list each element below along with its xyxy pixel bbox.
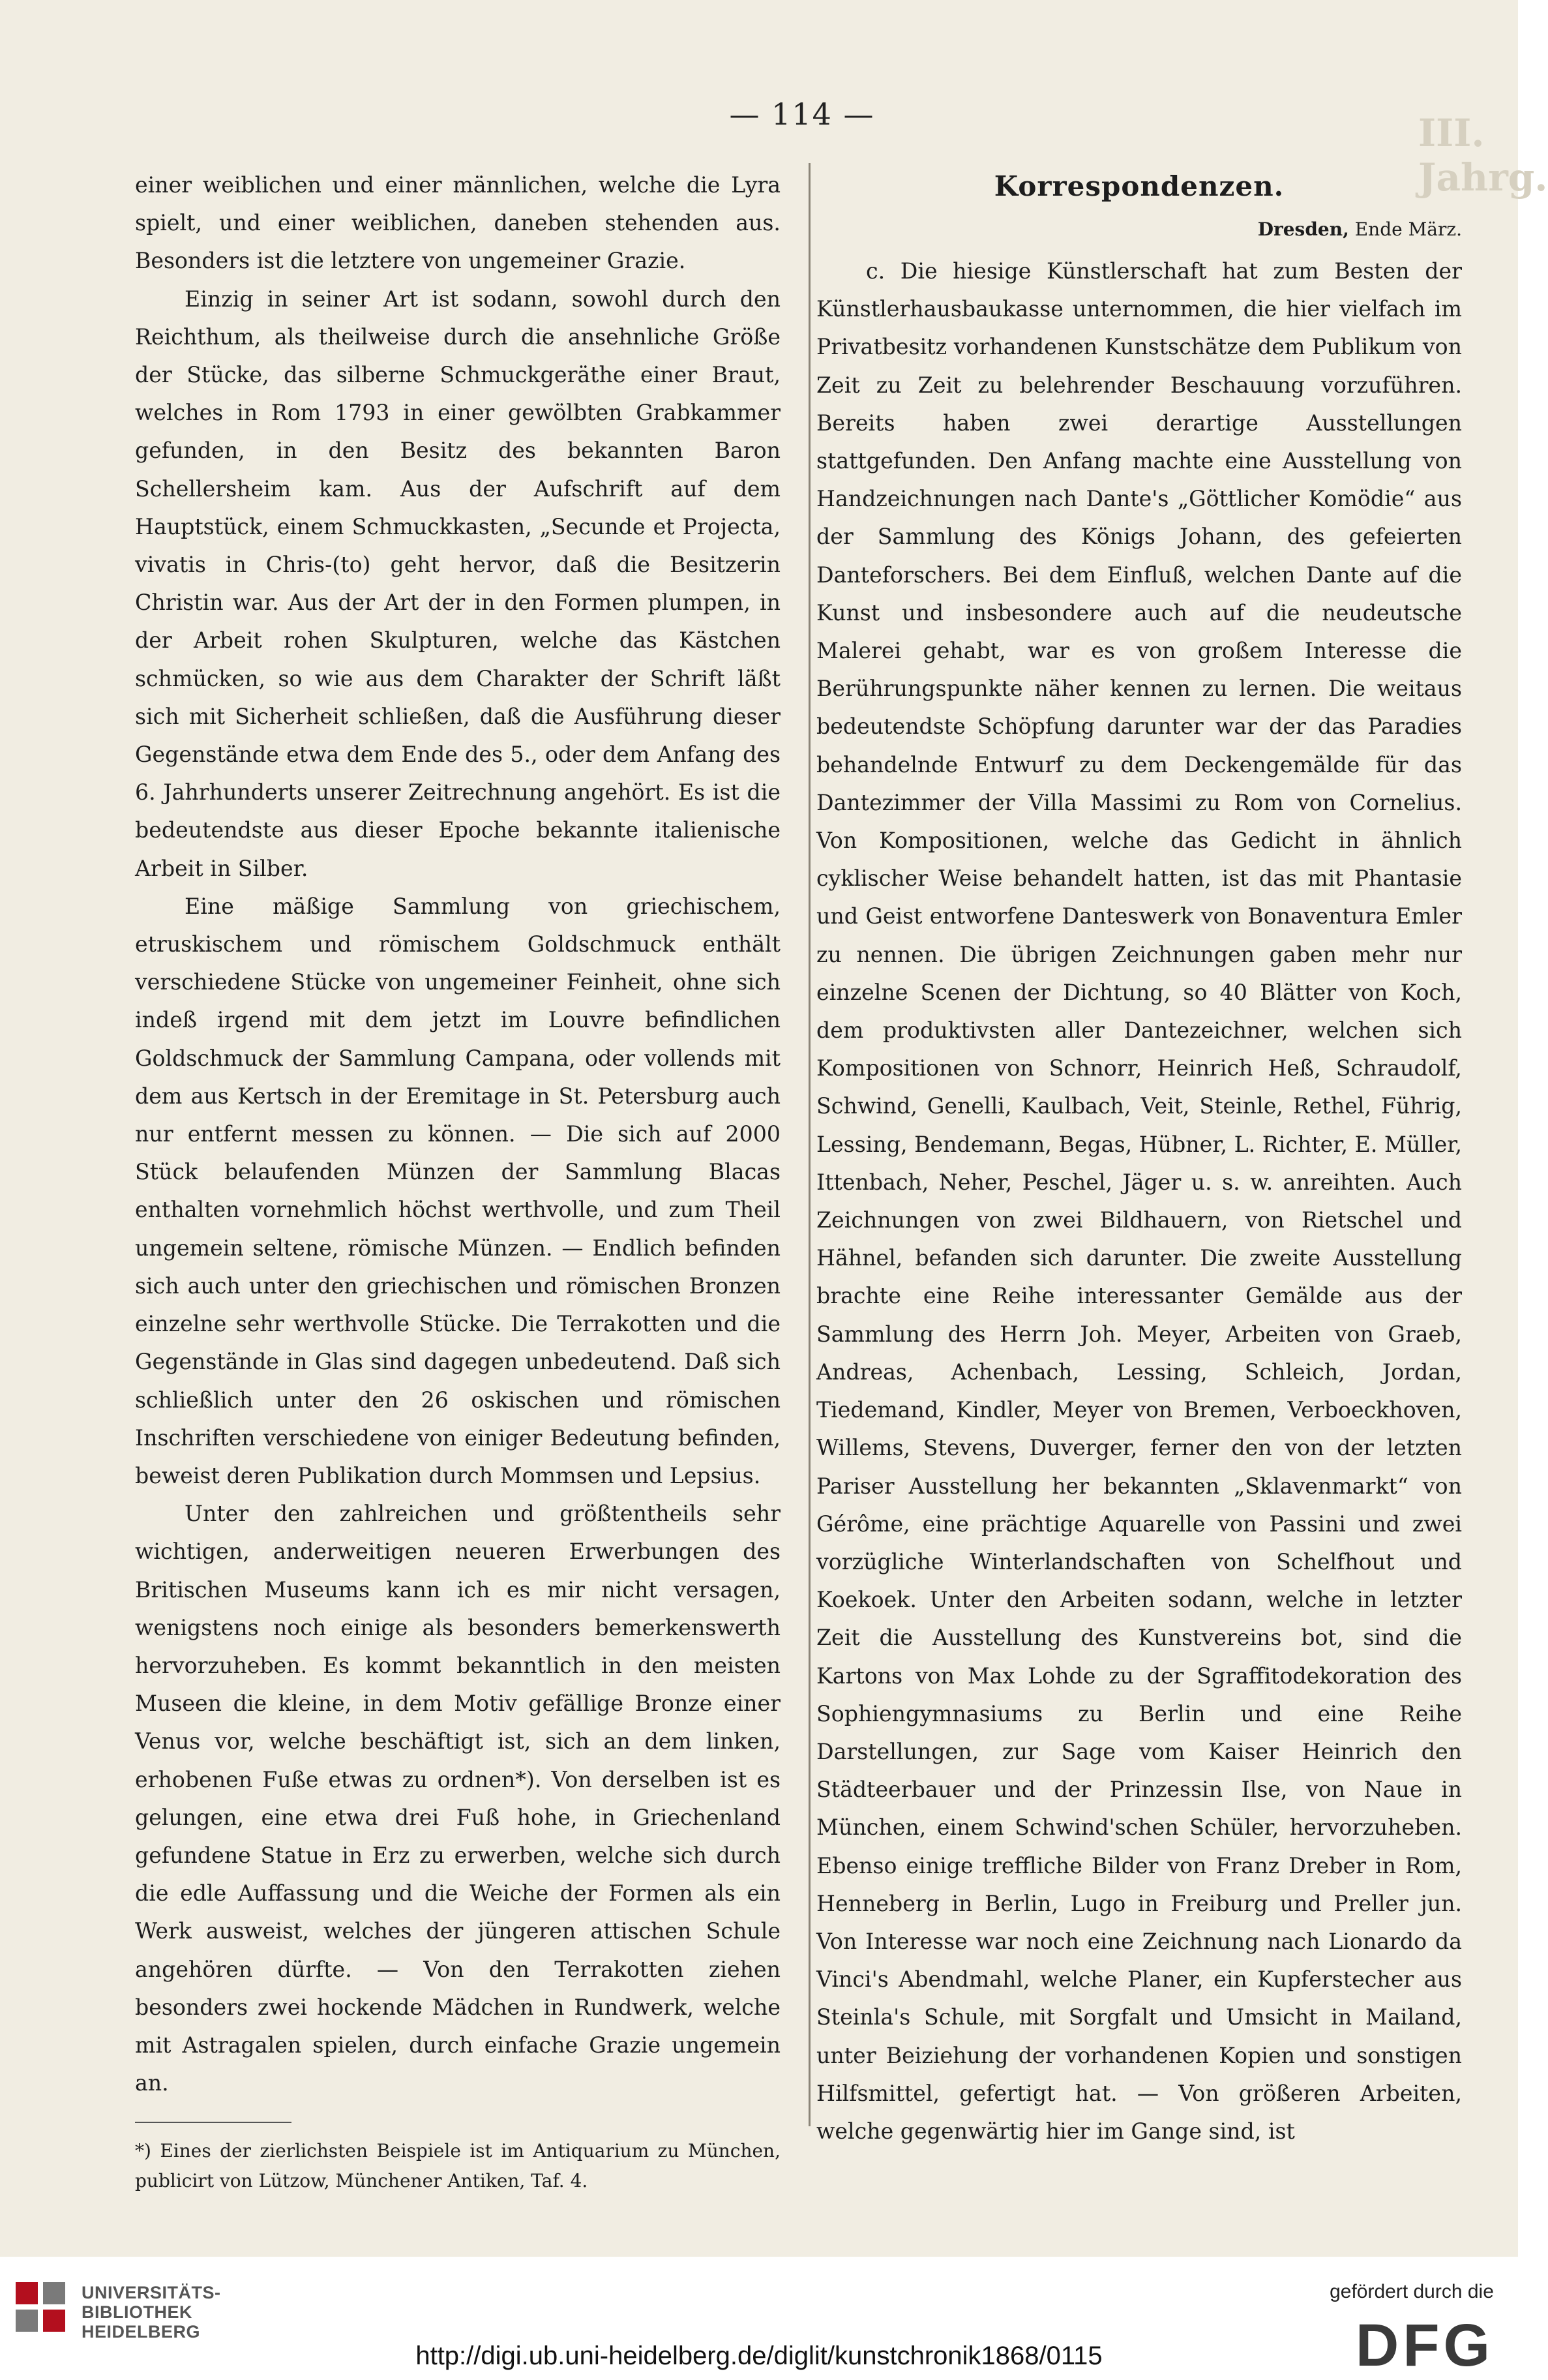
footnote: *) Eines der zierlichsten Beispiele ist im Antiquarium zu München, publicirt von Lützow, Münchener Antiken, Taf. 4. xyxy=(135,2140,781,2192)
permalink-url[interactable]: http://digi.ub.uni-heidelberg.de/diglit/kunstchronik1868/0115 xyxy=(415,2342,1103,2370)
right-paragraph: c. Die hiesige Künstlerschaft hat zum Besten der Künstlerhausbaukasse unternommen, die hier vielfach im Privatbesitz vorhandenen Kunstschätze dem Publikum von Zeit zu Zeit zu belehrender Beschauung vorzuführen. Bereits haben zwei derartige Ausstellungen stattgefunden. Den Anfang machte eine Ausstellung von Handzeichnungen nach Dante's „Göttlicher Komödie“ aus der Sammlung des Königs Johann, des gefeierten Danteforschers. Bei dem Einfluß, welchen Dante auf die Kunst und insbesondere auch auf die neudeutsche Malerei gehabt, war es von großem Interesse die Berührungspunkte näher kennen zu lernen. Die weitaus bedeutendste Schöpfung darunter war der das Paradies behandelnde Entwurf zu dem Deckengemälde für das Dantezimmer der Villa Massimi zu Rom von Cornelius. Von Kompositionen, welche das Gedicht in ähnlich cyklischer Weise behandelt hatten, ist das mit Phantasie und Geist entworfene Danteswerk von Bonaventura Emler zu nennen. Die übrigen Zeichnungen gaben mehr nur einzelne Scenen der Dichtung, so 40 Blätter von Koch, dem produktivsten aller Dantezeichner, welchen sich Kompositionen von Schnorr, Heinrich Heß, Schraudolf, Schwind, Genelli, Kaulbach, Veit, Steinle, Rethel, Führig, Lessing, Bendemann, Begas, Hübner, L. Richter, E. Müller, Ittenbach, Neher, Peschel, Jäger u. s. w. anreihten. Auch Zeichnungen von zwei Bildhauern, von Rietschel und Hähnel, befanden sich darunter. Die zweite Ausstellung brachte eine Reihe interessanter Gemälde aus der Sammlung des Herrn Joh. Meyer, Arbeiten von Graeb, Andreas, Achenbach, Lessing, Schleich, Jordan, Tiedemand, Kindler, Meyer von Bremen, Verboeckhoven, Willems, Stevens, Duverger, ferner den von der letzten Pariser Ausstellung her bekannten „Sklavenmarkt“ von Gérôme, eine prächtige Aquarelle von Passini und zwei vorzügliche Winterlandschaften von Schelfhout und Koekoek. Unter den Arbeiten sodann, welche in letzter Zeit die Ausstellung des Kunstvereins bot, sind die Kartons von Max Lohde zu der Sgraffitodekoration des Sophiengymnasiums zu Berlin und eine Reihe Darstellungen, zur Sage vom Kaiser Heinrich den Städteerbauer und der Prinzessin Ilse, von Naue in München, einem Schwind'schen Schüler, hervorzuheben. Ebenso einige treffliche Bilder von Franz Dreber in Rom, Henneberg in Berlin, Lugo in Freiburg und Preller jun. Von Interesse war noch eine Zeichnung nach Lionardo da Vinci's Abendmahl, welche Planer, ein Kupferstecher aus Steinla's Schule, mit Sorgfalt und Umsicht in Mailand, unter Beiziehung der vorhandenen Kopien und sonstigen Hilfsmittel, gefertigt hat. — Von größeren Arbeiten, welche gegenwärtig hier im Gange sind, ist xyxy=(816,258,1462,2144)
page-number: — 114 — xyxy=(729,97,875,132)
left-column xyxy=(135,166,781,2196)
left-paragraph: Einzig in seiner Art ist sodann, sowohl durch den Reichthum, als theilweise durch die ansehnliche Größe der Stücke, das silberne Schmuckgeräthe einer Braut, welches in Rom 1793 in einer gewölbten Grabkammer gefunden, in den Besitz des bekannten Baron Schellersheim kam. Aus der Aufschrift auf dem Hauptstück, einem Schmuckkasten, „Secunde et Projecta, vivatis in Chris-(to) geht hervor, daß die Besitzerin Christin war. Aus der Art der in den Formen plumpen, in der Arbeit rohen Skulpturen, welche das Kästchen schmücken, so wie aus dem Charakter der Schrift läßt sich mit Sicherheit schließen, daß die Ausführung dieser Gegenstände etwa dem Ende des 5., oder dem Anfang des 6. Jahrhunderts unserer Zeitrechnung angehört. Es ist die bedeutendste aus dieser Epoche bekannte italienische Arbeit in Silber. xyxy=(135,286,781,881)
footnote-rule xyxy=(135,2122,291,2123)
funder-caption: gefördert durch die xyxy=(1330,2281,1494,2302)
dfg-logo: DFG xyxy=(1355,2312,1495,2379)
section-title: Korrespondenzen. xyxy=(994,170,1285,202)
left-paragraph: einer weiblichen und einer männlichen, welche die Lyra spielt, und einer weiblichen, daneben stehenden aus. Besonders ist die letztere von ungemeiner Grazie. xyxy=(135,172,781,274)
institution-line: HEIDELBERG xyxy=(82,2322,201,2342)
left-paragraph: Eine mäßige Sammlung von griechischem, etruskischem und römischem Goldschmuck enthält verschiedene Stücke von ungemeiner Feinheit, ohne sich indeß irgend mit dem jetzt im Louvre befindlichen Goldschmuck der Sammlung Campana, oder vollends mit dem aus Kertsch in der Eremitage in St. Petersburg auch nur entfernt messen zu können. — Die sich auf 2000 Stück belaufenden Münzen der Sammlung Blacas enthalten vornehmlich höchst werthvolle, und zum Theil ungemein seltene, römische Münzen. — Endlich befinden sich auch unter den griechischen und römischen Bronzen einzelne sehr werthvolle Stücke. Die Terrakotten und die Gegenstände in Glas sind dagegen unbedeutend. Daß sich schließlich unter den 26 oskischen und römischen Inschriften verschiedene von einiger Bedeutung befinden, beweist deren Publikation durch Mommsen und Lepsius. xyxy=(135,893,781,1488)
left-paragraph: Unter den zahlreichen und größtentheils sehr wichtigen, anderweitigen neueren Erwerbungen des Britischen Museums kann ich es mir nicht versagen, wenigstens noch einige als besonders bemerkenswerth hervorzuheben. Es kommt bekanntlich in den meisten Museen die kleine, in dem Motiv gefällige Bronze einer Venus vor, welche beschäftigt ist, sich an dem linken, erhobenen Fuße etwas zu ordnen*). Von derselben ist es gelungen, eine etwa drei Fuß hohe, in Griechenland gefundene Statue in Erz zu erwerben, welche sich durch die edle Auffassung und die Weiche der Formen als ein Werk ausweist, welches der jüngeren attischen Schule angehören dürfte. — Von den Terrakotten ziehen besonders zwei hockende Mädchen in Rundwerk, welche mit Astragalen spielen, durch einfache Grazie ungemein an. xyxy=(135,1501,781,2096)
institution-line: UNIVERSITÄTS- xyxy=(82,2283,221,2302)
dateline-place: Dresden, xyxy=(1257,218,1349,240)
corner-bleed-text: III. Jahrg. xyxy=(1418,111,1548,200)
institution-line: BIBLIOTHEK xyxy=(82,2302,192,2322)
column-divider xyxy=(809,163,811,2126)
dateline xyxy=(816,207,1462,252)
dateline-date: Ende März. xyxy=(1354,218,1462,240)
institution-name xyxy=(82,2283,221,2342)
university-logo-icon xyxy=(12,2278,70,2336)
right-column xyxy=(816,166,1462,2150)
